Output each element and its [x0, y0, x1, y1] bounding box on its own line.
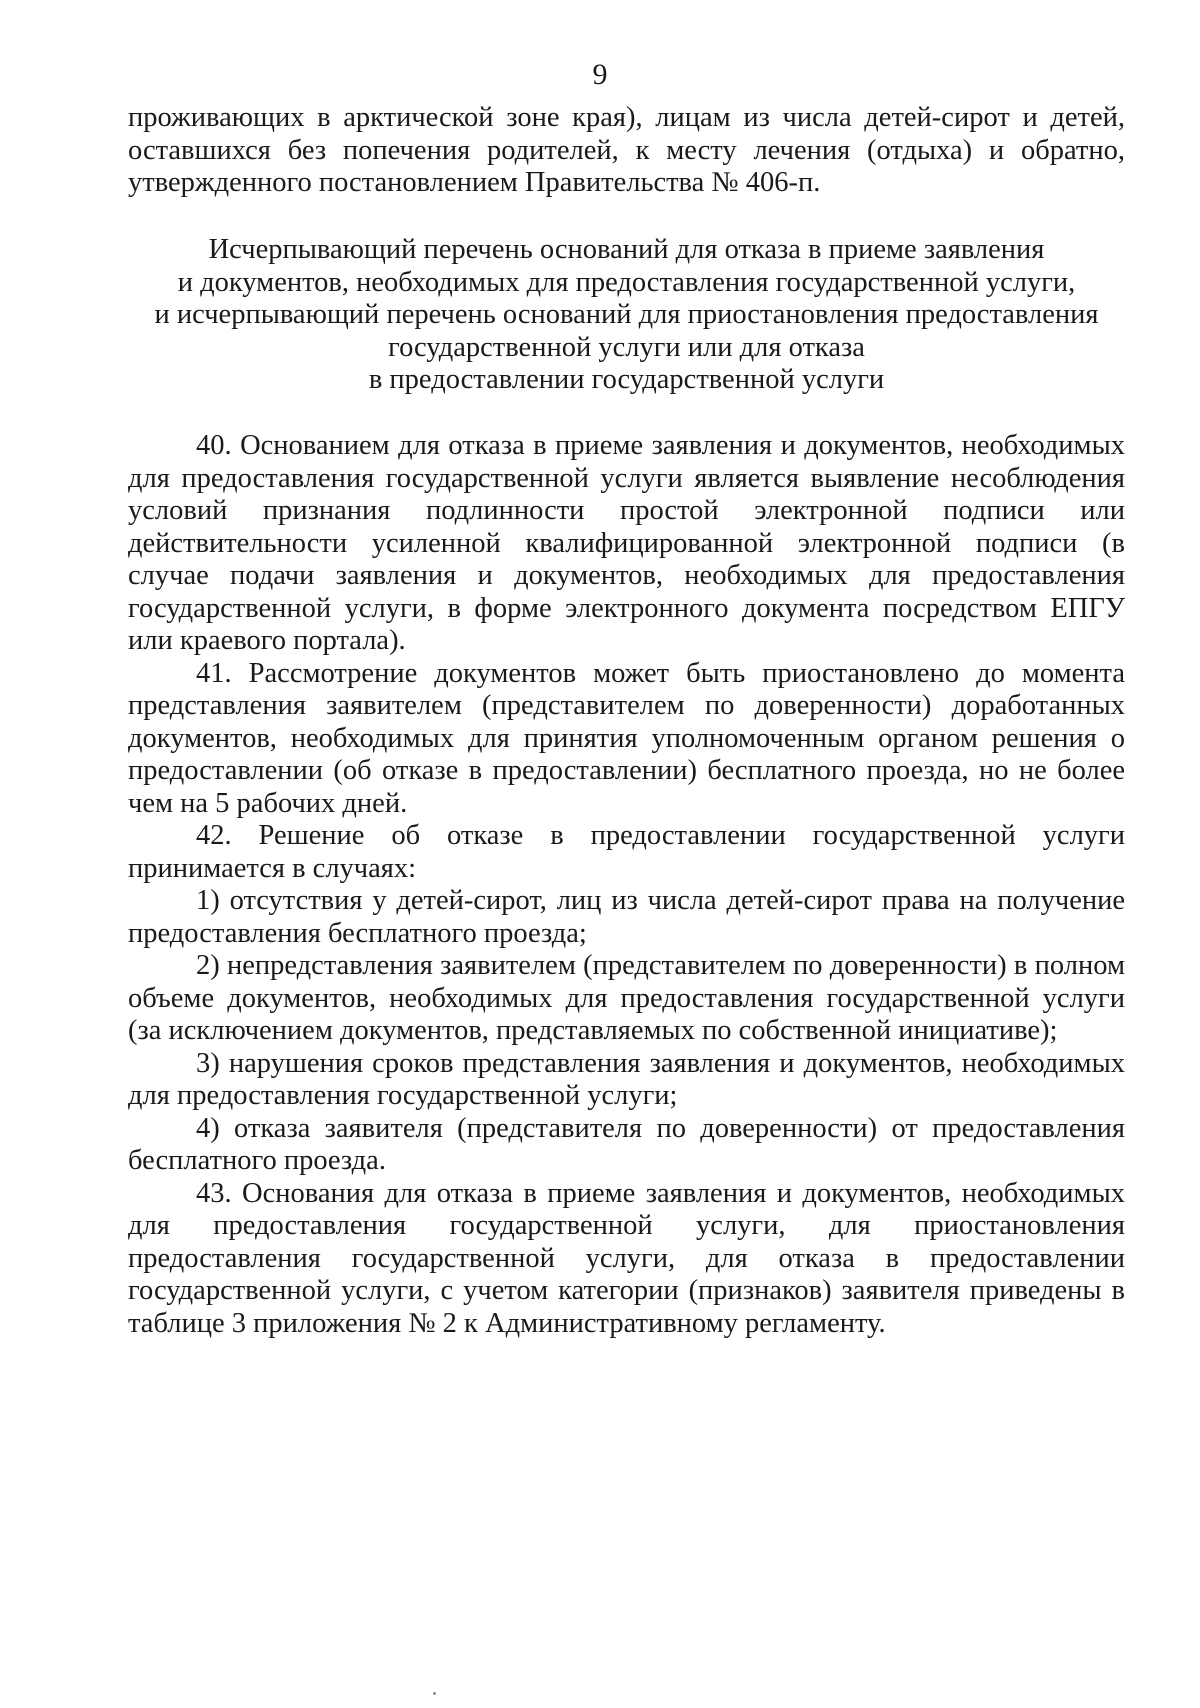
paragraph-42: 42. Решение об отказе в предоставлении государственной услуги принимается в случаях: [128, 820, 1125, 884]
heading-line: государственной услуги или для отказа [388, 331, 865, 363]
paragraph-40: 40. Основанием для отказа в приеме заявления и документов, необходимых для предоставления государственной услуги является выявление несоблюдения условий признания подлинности простой электронной подписи или действительности усиленной квалифицированной электронной подписи (в случае подачи заявления и документов, необходимых для предоставления государственной услуги, в форме электронного документа посредством ЕПГУ или краевого портала). [128, 430, 1125, 656]
scan-speck [433, 1692, 436, 1695]
heading-line: в предоставлении государственной услуги [368, 364, 885, 395]
paragraph-43: 43. Основания для отказа в приеме заявления и документов, необходимых для предоставления государственной услуги, для приостановления предоставления государственной услуги, для отказа в предоставлении государственной услуги, с учетом категории (признаков) заявителя приведены в таблице 3 приложения № 2 к Административному регламенту. [128, 1177, 1125, 1339]
paragraph-41: 41. Рассмотрение документов может быть приостановлено до момента представления заявителем (представителем по доверенности) доработанных документов, необходимых для принятия уполномоченным органом решения о предоставлении (об отказе в предоставлении) бесплатного проезда, но не более чем на 5 рабочих дней. [128, 657, 1125, 819]
page-number: 9 [592, 58, 608, 91]
continuation-text-block [128, 102, 1125, 200]
continuation-paragraph: проживающих в арктической зоне края), лицам из числа детей-сирот и детей, оставшихся без попечения родителей, к месту лечения (отдыха) и обратно, утвержденного постановлением Правительства № 406-п. [128, 102, 1125, 198]
list-item-1: 1) отсутствия у детей-сирот, лиц из числа детей-сирот права на получение предоставления бесплатного проезда; [128, 885, 1125, 949]
section-heading [128, 234, 1125, 397]
list-item-3: 3) нарушения сроков представления заявления и документов, необходимых для предоставления государственной услуги; [128, 1047, 1125, 1111]
body-text-block [128, 430, 1125, 1340]
heading-line: Исчерпывающий перечень оснований для отказа в приеме заявления [208, 234, 1045, 265]
heading-line: и исчерпывающий перечень оснований для приостановления предоставления [154, 299, 1099, 330]
list-item-2: 2) непредставления заявителем (представителем по доверенности) в полном объеме документов, необходимых для предоставления государственной услуги (за исключением документов, представляемых по собственной инициативе); [128, 950, 1125, 1046]
list-item-4: 4) отказа заявителя (представителя по доверенности) от предоставления бесплатного проезда. [128, 1112, 1125, 1176]
heading-line: и документов, необходимых для предоставления государственной услуги, [177, 266, 1076, 298]
